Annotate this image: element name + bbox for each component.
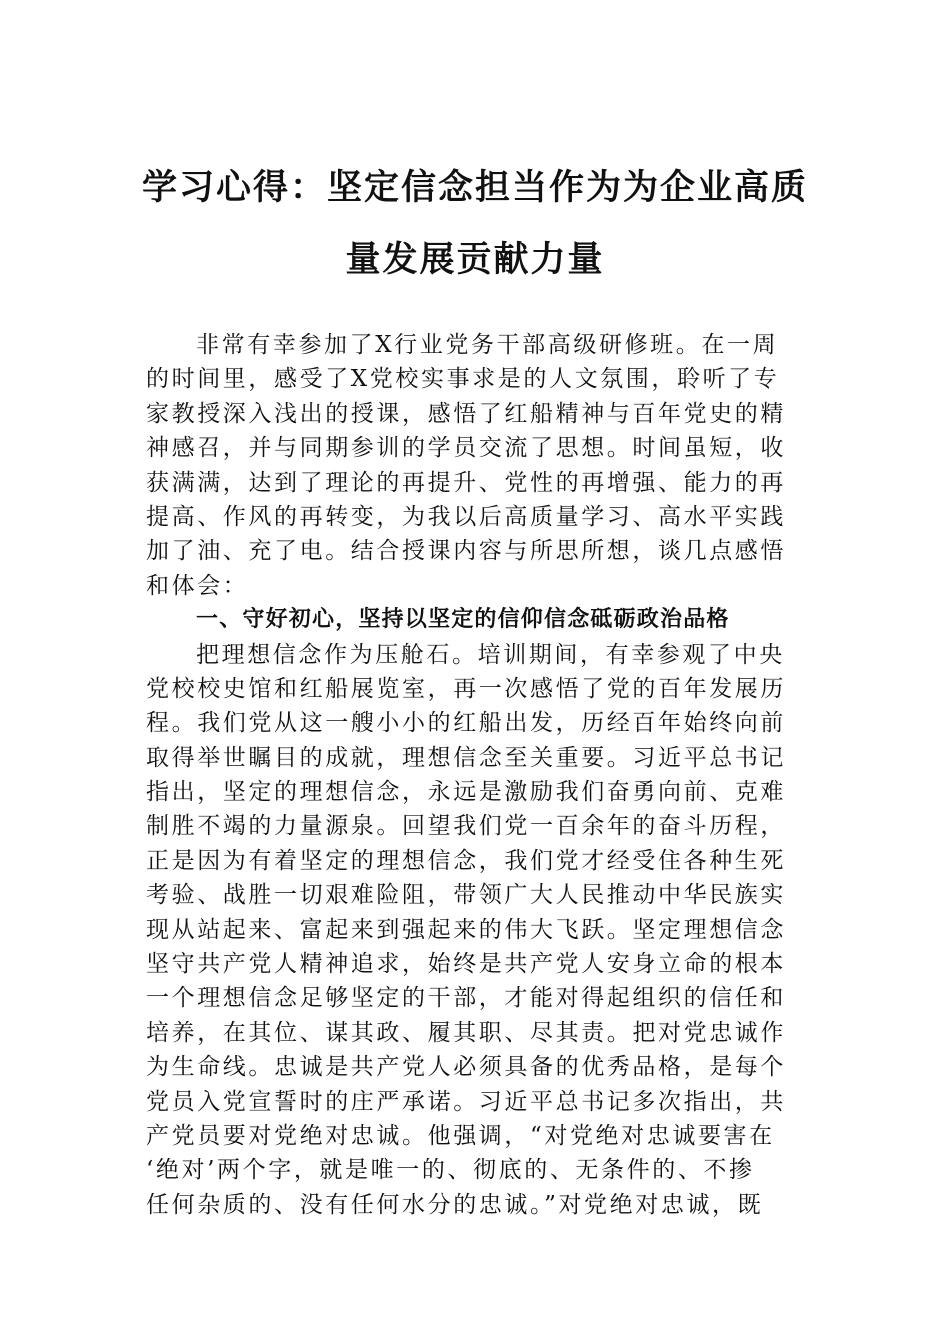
text-line: 党校校史馆和红船展览室，再一次感悟了党的百年发展历 <box>146 675 786 702</box>
text-line: 考验、战胜一切艰难险阻，带领广大人民推动中华民族实 <box>146 882 786 909</box>
text-line: 提高、作风的再转变，为我以后高质量学习、高水平实践 <box>146 503 786 530</box>
document-title-line-1: 学习心得：坚定信念担当作为为企业高质 <box>141 167 808 208</box>
text-line: 正是因为有着坚定的理想信念，我们党才经受住各种生死 <box>146 847 786 874</box>
text-line: 党员入党宣誓时的庄严承诺。习近平总书记多次指出，共 <box>146 1088 786 1115</box>
text-line: 为生命线。忠诚是共产党人必须具备的优秀品格，是每个 <box>146 1054 786 1081</box>
document-body <box>146 328 810 1222</box>
text-line: 制胜不竭的力量源泉。回望我们党一百余年的奋斗历程， <box>146 813 786 840</box>
text-line: 和体会： <box>146 572 249 599</box>
text-line: 非常有幸参加了X行业党务干部高级研修班。在一周 <box>196 332 779 358</box>
text-line: 坚守共产党人精神追求，始终是共产党人安身立命的根本 <box>146 951 786 978</box>
text-line: 指出，坚定的理想信念，永远是激励我们奋勇向前、克难 <box>146 779 786 806</box>
text-line: 一个理想信念足够坚定的干部，才能对得起组织的信任和 <box>146 985 786 1012</box>
text-line: 神感召，并与同期参训的学员交流了思想。时间虽短，收 <box>146 435 786 462</box>
text-line: 程。我们党从这一艘小小的红船出发，历经百年始终向前 <box>146 710 786 737</box>
document-title-line-2: 量发展贡献力量 <box>345 239 605 280</box>
paragraph-section-1 <box>146 638 810 1223</box>
section-heading-1: 一、守好初心，坚持以坚定的信仰信念砥砺政治品格 <box>196 607 730 633</box>
text-line: 加了油、充了电。结合授课内容与所思所想，谈几点感悟 <box>146 538 786 565</box>
text-line: 培养，在其位、谋其政、履其职、尽其责。把对党忠诚作 <box>146 1019 786 1046</box>
text-line: 把理想信念作为压舱石。培训期间，有幸参观了中央 <box>196 641 785 668</box>
text-line: 任何杂质的、没有任何水分的忠诚。”对党绝对忠诚，既 <box>146 1191 764 1218</box>
text-line: 取得举世瞩目的成就，理想信念至关重要。习近平总书记 <box>146 744 786 771</box>
text-line: 获满满，达到了理论的再提升、党性的再增强、能力的再 <box>146 469 786 496</box>
text-line: 现从站起来、富起来到强起来的伟大飞跃。坚定理想信念 <box>146 916 786 943</box>
text-line: 产党员要对党绝对忠诚。他强调，“对党绝对忠诚要害在 <box>146 1122 775 1149</box>
text-line: 的时间里，感受了X党校实事求是的人文氛围，聆听了专 <box>146 366 780 393</box>
text-line: 家教授深入浅出的授课，感悟了红船精神与百年党史的精 <box>146 400 786 427</box>
paragraph-intro <box>146 328 810 603</box>
text-line: ‘绝对’两个字，就是唯一的、彻底的、无条件的、不掺 <box>146 1157 755 1184</box>
